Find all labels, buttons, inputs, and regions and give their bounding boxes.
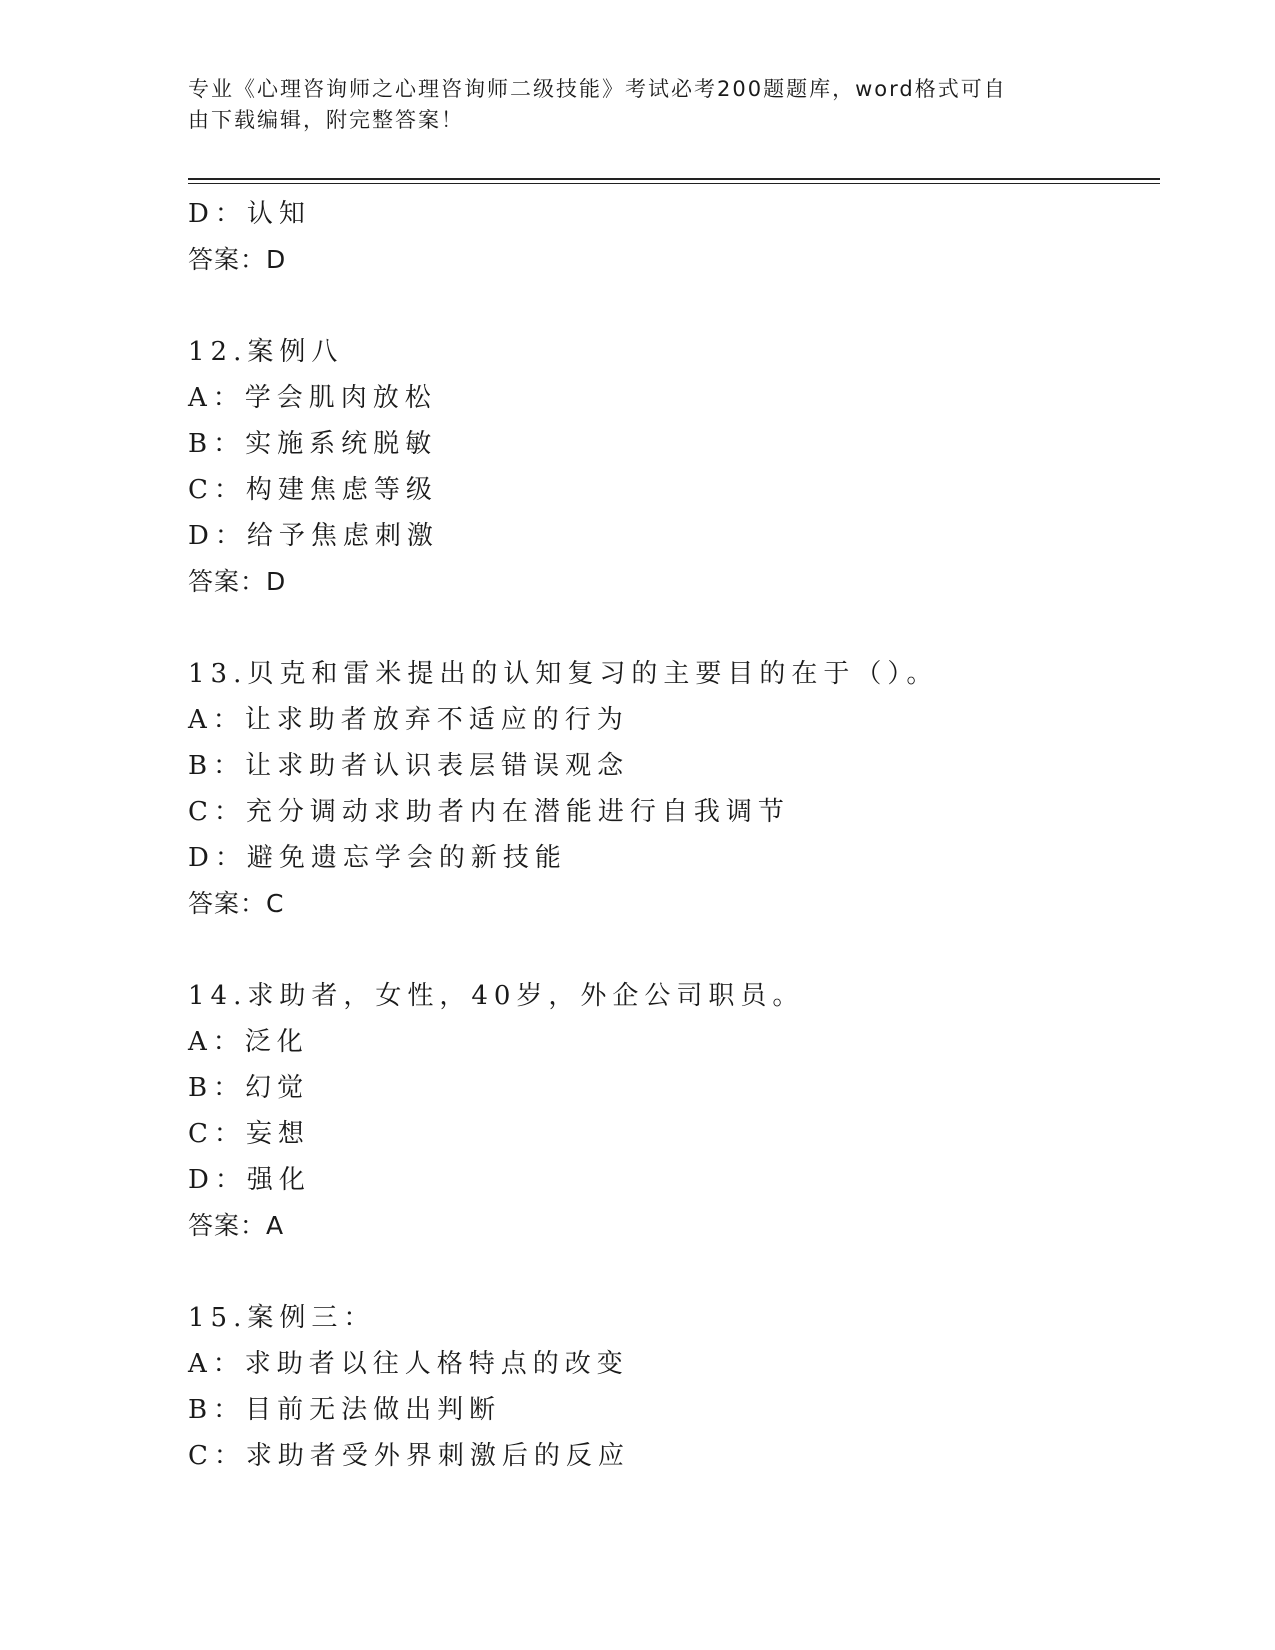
header-divider-thick (188, 178, 1160, 180)
spacer (188, 605, 1148, 651)
question-stem: 12.案例八 (188, 337, 344, 367)
answer-line: 答案：C (188, 889, 285, 918)
option-c: C：构建焦虑等级 (188, 475, 438, 505)
question-stem: 13.贝克和雷米提出的认知复习的主要目的在于（）。 (188, 659, 939, 689)
option-c: C：妄想 (188, 1119, 310, 1149)
spacer (188, 283, 1148, 329)
answer-line: 答案：D (188, 567, 287, 596)
question-stem: 14.求助者，女性，40岁，外企公司职员。 (188, 981, 805, 1011)
header-divider-thin (188, 183, 1160, 184)
question-list (188, 191, 1148, 1479)
option-c: C：求助者受外界刺激后的反应 (188, 1441, 630, 1471)
spacer (188, 927, 1148, 973)
option-a: A：学会肌肉放松 (188, 383, 437, 413)
option-d: D：避免遗忘学会的新技能 (188, 843, 567, 873)
option-b: B：实施系统脱敏 (188, 429, 438, 459)
header-line-2: 由下载编辑，附完整答案！ (188, 108, 464, 132)
document-header (188, 74, 1088, 136)
question-stem: 15.案例三： (188, 1303, 376, 1333)
answer-line: 答案：D (188, 245, 287, 274)
option-d: D：认知 (188, 199, 311, 229)
option-a: A：让求助者放弃不适应的行为 (188, 705, 629, 735)
option-c: C：充分调动求助者内在潜能进行自我调节 (188, 797, 790, 827)
option-b: B：幻觉 (188, 1073, 310, 1103)
option-a: A：求助者以往人格特点的改变 (188, 1349, 629, 1379)
option-a: A：泛化 (188, 1027, 309, 1057)
header-line-1: 专业《心理咨询师之心理咨询师二级技能》考试必考200题题库，word格式可自 (188, 77, 1007, 101)
spacer (188, 1249, 1148, 1295)
option-b: B：让求助者认识表层错误观念 (188, 751, 630, 781)
option-b: B：目前无法做出判断 (188, 1395, 502, 1425)
answer-line: 答案：A (188, 1211, 285, 1240)
option-d: D：给予焦虑刺激 (188, 521, 439, 551)
option-d: D：强化 (188, 1165, 311, 1195)
